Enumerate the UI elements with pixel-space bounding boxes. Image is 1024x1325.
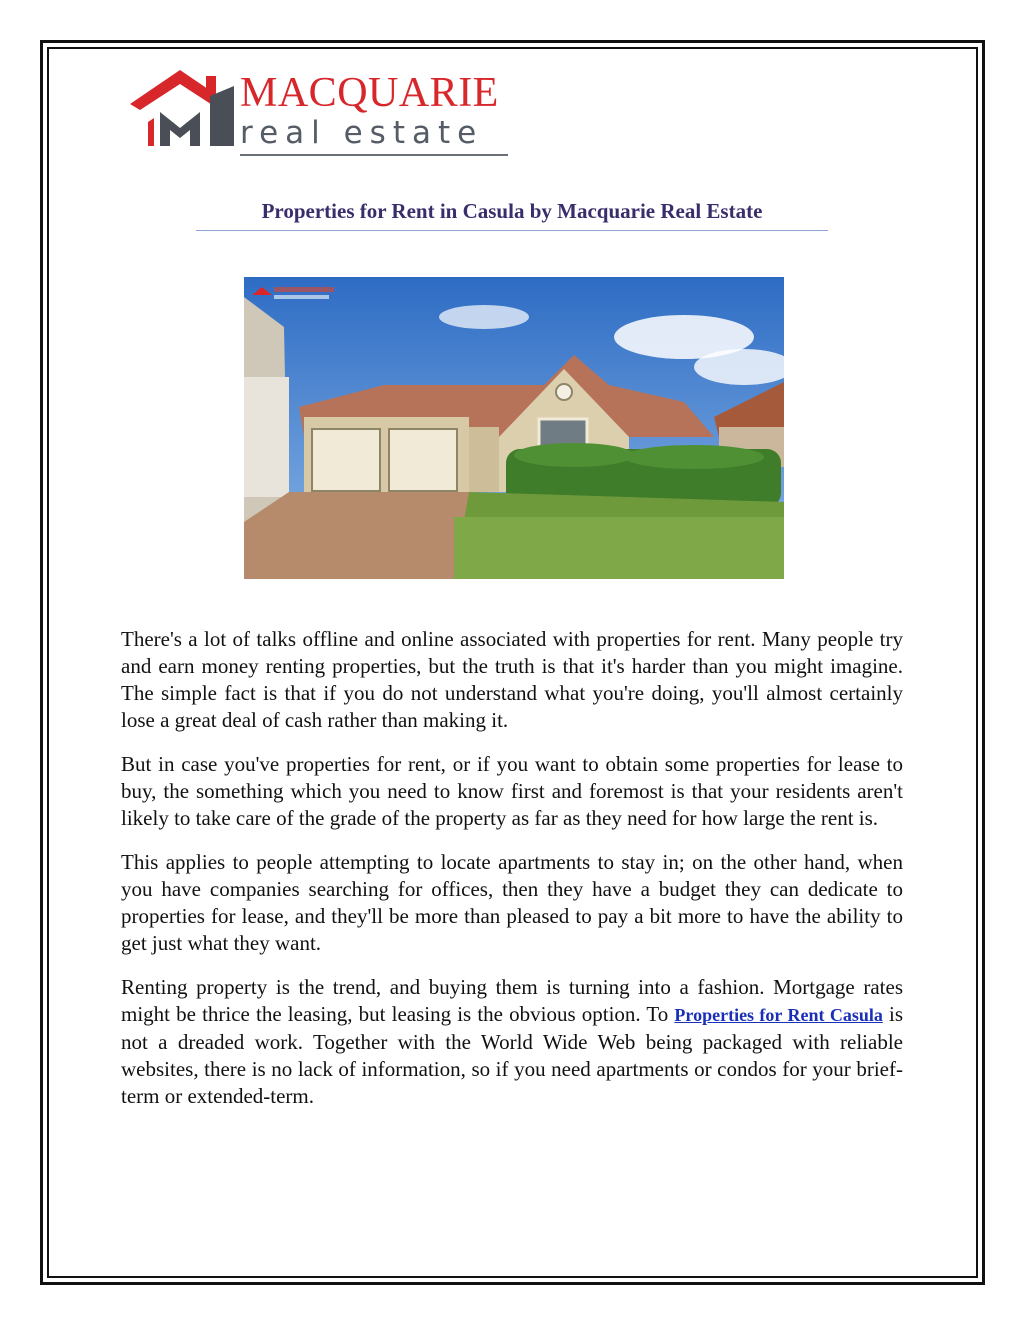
paragraph-3: This applies to people attempting to locate apartments to stay in; on the other hand, when you have companies searching for offices, then they have a budget they can dedicate to properties for lease, and they'll be more than pleased to pay a bit more to have the ability to get just what they want. — [121, 850, 903, 955]
logo-name-bottom: real estate — [240, 116, 508, 156]
paragraph-1: There's a lot of talks offline and online associated with properties for rent. Many people try and earn money renting properties, but the truth is that it's harder than you might imagine. The simple fact is that if you do not understand what you're doing, you'll almost certainly lose a great deal of cash rather than making it. — [121, 627, 903, 732]
paragraph-4-before-link: Renting property is the trend, and buying them is turning into a fashion. Mortgage rates might be thrice the leasing, but leasing is the obvious option. To — [121, 975, 903, 1026]
paragraph-4-after-link: is not a dreaded work. Together with the World Wide Web being packaged with reliable websites, there is no lack of information, so if you need apartments or condos for your brief-term or extended-term. — [121, 1002, 903, 1108]
paragraph-4 — [121, 974, 903, 1110]
properties-for-rent-casula-link[interactable]: Properties for Rent Casula — [674, 1005, 883, 1025]
logo-wordmark — [240, 72, 520, 156]
title-underline — [196, 230, 828, 231]
page-title: Properties for Rent in Casula by Macquarie Real Estate — [261, 199, 763, 223]
body-text — [121, 626, 903, 1127]
paragraph-2: But in case you've properties for rent, or if you want to obtain some properties for lease to buy, the something which you need to know first and foremost is that your residents aren't likely to take care of the grade of the property as far as they need for how large the rent is. — [121, 752, 903, 830]
logo-name-top: MACQUARIE — [240, 70, 499, 116]
property-photo — [244, 277, 784, 579]
